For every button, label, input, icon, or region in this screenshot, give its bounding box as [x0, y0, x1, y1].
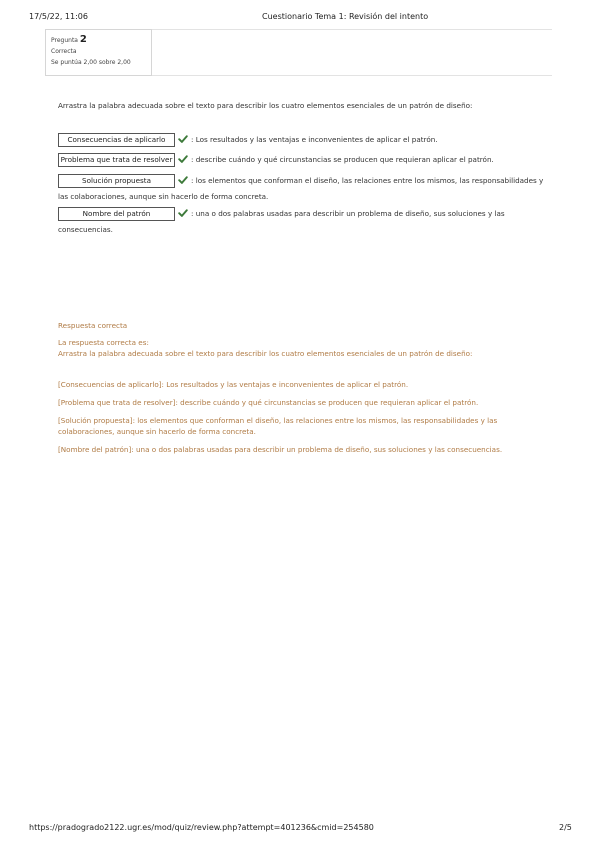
print-title: Cuestionario Tema 1: Revisión del intento: [262, 12, 429, 21]
check-icon: [178, 208, 188, 218]
question-header-divider: [152, 29, 552, 76]
print-datetime: 17/5/22, 11:06: [29, 12, 88, 21]
question-number: 2: [79, 34, 87, 45]
answer-description: : una o dos palabras usadas para describir un problema de diseño, sus soluciones y las: [191, 209, 505, 218]
answer-description: : Los resultados y las ventajas e inconvenientes de aplicar el patrón.: [191, 135, 438, 144]
feedback-line: [Consecuencias de aplicarlo]: Los resultados y las ventajas e inconvenientes de aplicar el patrón.: [58, 380, 409, 389]
drop-zone-answer[interactable]: Consecuencias de aplicarlo: [58, 133, 175, 147]
question-state: Correcta: [51, 48, 77, 55]
question-info-box: [45, 29, 152, 76]
answer-description-continuation: consecuencias.: [58, 225, 113, 234]
feedback-question: Arrastra la palabra adecuada sobre el texto para describir los cuatro elementos esenciales de un patrón de diseño:: [58, 349, 473, 358]
answer-description: : describe cuándo y qué circunstancias se producen que requieran aplicar el patrón.: [191, 155, 494, 164]
question-label: Pregunta: [51, 37, 78, 44]
print-url: https://pradogrado2122.ugr.es/mod/quiz/review.php?attempt=401236&cmid=254580: [29, 823, 374, 832]
drop-zone-answer[interactable]: Problema que trata de resolver: [58, 153, 175, 167]
feedback-line: [Nombre del patrón]: una o dos palabras usadas para describir un problema de diseño, sus soluciones y las consecuencias.: [58, 445, 503, 454]
feedback-line: [Problema que trata de resolver]: describe cuándo y qué circunstancias se producen que requieran aplicar el patrón.: [58, 398, 479, 407]
check-icon: [178, 154, 188, 164]
feedback-intro: La respuesta correcta es:: [58, 338, 149, 347]
drop-zone-answer[interactable]: Nombre del patrón: [58, 207, 175, 221]
feedback-status: Respuesta correcta: [58, 321, 128, 330]
question-number-line: [51, 34, 151, 46]
question-grade: Se puntúa 2,00 sobre 2,00: [51, 59, 131, 66]
question-text: Arrastra la palabra adecuada sobre el texto para describir los cuatro elementos esenciales de un patrón de diseño:: [58, 101, 473, 110]
check-icon: [178, 134, 188, 144]
answer-description: : los elementos que conforman el diseño, las relaciones entre los mismos, las responsabilidades y: [191, 176, 544, 185]
feedback-line: colaboraciones, aunque sin hacerlo de forma concreta.: [58, 427, 256, 436]
check-icon: [178, 175, 188, 185]
print-page-number: 2/5: [559, 823, 572, 832]
feedback-line: [Solución propuesta]: los elementos que conforman el diseño, las relaciones entre los mismos, las responsabilidades y las: [58, 416, 498, 425]
drop-zone-answer[interactable]: Solución propuesta: [58, 174, 175, 188]
answer-description-continuation: las colaboraciones, aunque sin hacerlo de forma concreta.: [58, 192, 269, 201]
